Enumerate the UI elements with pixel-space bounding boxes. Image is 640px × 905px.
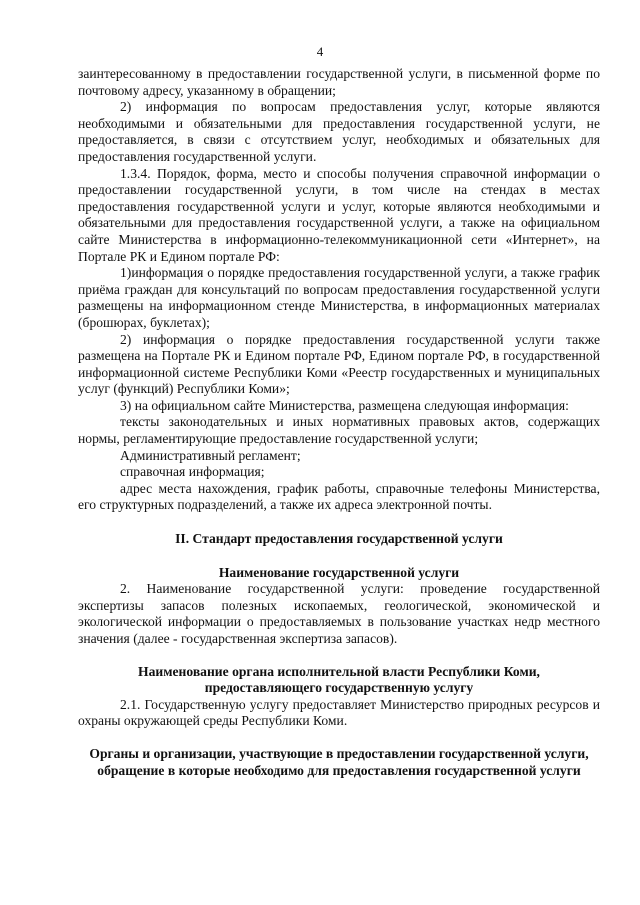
document-body <box>78 66 600 779</box>
paragraph: тексты законодательных и иных нормативных правовых актов, содержащих нормы, регламентирующие предоставление государственной услуги; <box>78 414 600 447</box>
paragraph: 1)информация о порядке предоставления государственной услуги, а также график приёма граждан для консультаций по вопросам предоставления государственной услуги размещены на информационном стенде Министерства, в информационных материалах (брошюрах, буклетах); <box>78 265 600 330</box>
paragraph: 2. Наименование государственной услуги: проведение государственной экспертизы запасов полезных ископаемых, геологической, экономической и экологической информации о предоставляемых в пользование участках недр местного значения (далее - государственная экспертиза запасов). <box>78 581 600 646</box>
subsection-heading: Наименование государственной услуги <box>218 564 460 580</box>
section-heading: II. Стандарт предоставления государственной услуги <box>175 531 503 547</box>
paragraph: справочная информация; <box>120 464 265 480</box>
paragraph: заинтересованному в предоставлении государственной услуги, в письменной форме по почтовому адресу, указанному в обращении; <box>78 66 600 98</box>
paragraph: 3) на официальном сайте Министерства, размещена следующая информация: <box>120 397 569 413</box>
paragraph: Административный регламент; <box>120 447 301 463</box>
paragraph: адрес места нахождения, график работы, справочные телефоны Министерства, его структурных подразделений, а также их адреса электронной почты. <box>78 480 600 513</box>
paragraph: 2) информация по вопросам предоставления услуг, которые являются необходимыми и обязательными для предоставления государственной услуги, не предоставляется, в связи с отсутствием услуг, необходимых и обязательных для предоставления государственной услуги. <box>78 99 600 164</box>
paragraph: 1.3.4. Порядок, форма, место и способы получения справочной информации о предоставлении государственной услуги, в том числе на стендах в местах предоставления государственной услуги и услуг, которые являются необходимыми и обязательными для предоставления государственной услуги, а также на официальном сайте Министерства в информационно-телекоммуникационной сети «Интернет», на Портале РК и Едином портале РФ: <box>78 165 600 264</box>
paragraph: 2.1. Государственную услугу предоставляет Министерство природных ресурсов и охраны окружающей среды Республики Коми. <box>78 696 600 729</box>
paragraph: 2) информация о порядке предоставления государственной услуги также размещена на Портале РК и Едином портале РФ, Едином портале РФ, в государственной информационной системе Республики Коми «Реестр государственных и муниципальных услуг (функций) Республики Коми»; <box>78 331 600 397</box>
subsection-heading: Наименование органа исполнительной власти Республики Коми, предоставляющего государственную услугу <box>138 663 540 696</box>
page-number: 4 <box>316 44 324 59</box>
subsection-heading: Органы и организации, участвующие в предоставлении государственной услуги, обращение в которые необходимо для предоставления государственной услуги <box>89 745 589 778</box>
